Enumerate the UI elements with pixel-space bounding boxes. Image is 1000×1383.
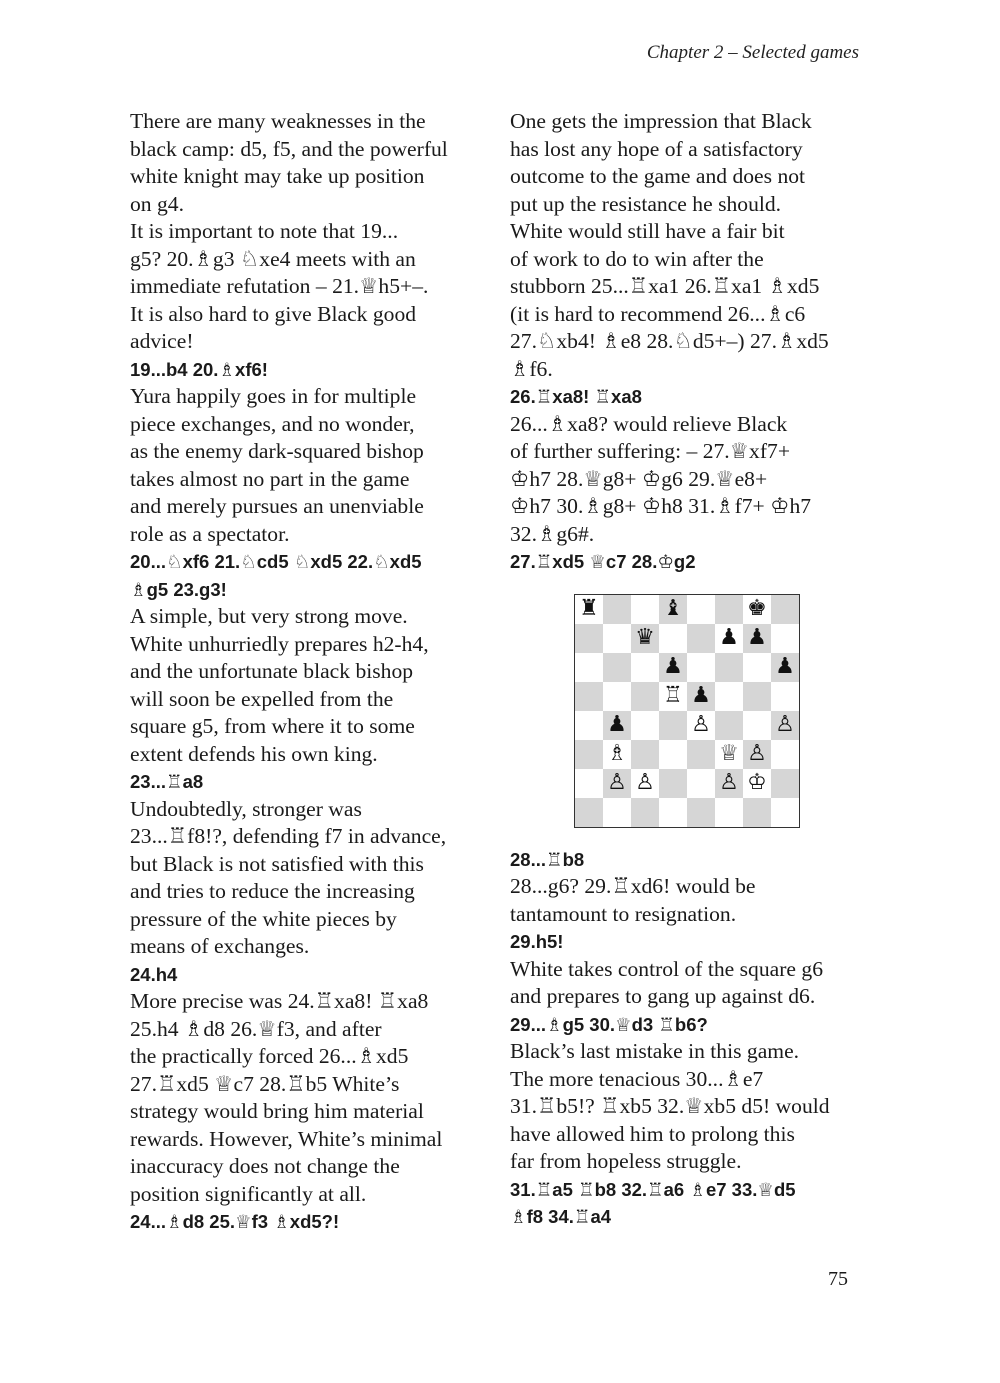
board-square	[687, 740, 715, 769]
board-square	[575, 740, 603, 769]
text-line: Black’s last mistake in this game.	[510, 1039, 800, 1063]
text-line: 27.♖xd5 ♕c7 28.♔g2	[510, 551, 696, 572]
text-line: 32.♗g6#.	[510, 521, 595, 546]
move-notation	[130, 961, 490, 989]
board-square	[575, 798, 603, 827]
text-line: ♗f6.	[510, 356, 553, 381]
chess-board	[574, 594, 800, 828]
text-line: 24.h4	[130, 963, 178, 985]
board-square	[687, 798, 715, 827]
board-square	[715, 653, 743, 682]
chess-piece: ♙	[607, 770, 627, 795]
text-line: outcome to the game and does not	[510, 164, 806, 188]
chess-piece: ♟	[663, 654, 683, 679]
text-line: on g4.	[130, 191, 184, 216]
chess-piece: ♛	[635, 625, 655, 650]
board-square	[715, 711, 743, 740]
board-square	[743, 682, 771, 711]
text-line: White unhurriedly prepares h2-h4,	[130, 631, 429, 656]
text-line: More precise was 24.♖xa8! ♖xa8	[130, 989, 429, 1013]
commentary-paragraph	[510, 411, 870, 549]
board-square	[631, 682, 659, 711]
board-square	[575, 624, 603, 653]
text-line: and the unfortunate black bishop	[130, 659, 414, 683]
board-square	[603, 624, 631, 653]
text-line: A simple, but very strong move.	[130, 604, 408, 628]
text-line: Yura happily goes in for multiple	[130, 384, 417, 408]
commentary-paragraph	[130, 218, 490, 356]
board-square	[771, 711, 799, 740]
chess-piece: ♙	[691, 712, 711, 737]
text-line: has lost any hope of a satisfactory	[510, 136, 803, 161]
text-line: pressure of the white pieces by	[130, 906, 397, 931]
move-notation	[510, 548, 870, 576]
move-notation	[510, 1011, 870, 1039]
board-square	[575, 595, 603, 624]
commentary-paragraph	[510, 956, 870, 1011]
text-line: Undoubtedly, stronger was	[130, 796, 362, 821]
board-square	[687, 624, 715, 653]
text-line: square g5, from where it to some	[130, 714, 415, 738]
text-line: 20...♘xf6 21.♘cd5 ♘xd5 22.♘xd5	[130, 551, 422, 572]
board-square	[771, 653, 799, 682]
commentary-paragraph	[510, 108, 870, 383]
text-line: ♗f8 34.♖a4	[510, 1206, 612, 1227]
text-line: put up the resistance he should.	[510, 191, 782, 216]
text-line: rewards. However, White’s minimal	[130, 1126, 443, 1151]
chess-piece: ♙	[635, 770, 655, 795]
text-line: 28...g6? 29.♖xd6! would be	[510, 874, 756, 898]
text-line: 24...♗d8 25.♕f3 ♗xd5?!	[130, 1211, 340, 1232]
text-line: advice!	[130, 329, 194, 353]
board-square	[715, 798, 743, 827]
board-square	[603, 798, 631, 827]
commentary-paragraph	[510, 873, 870, 928]
board-square	[715, 624, 743, 653]
text-line: It is important to note that 19...	[130, 219, 399, 243]
text-line: the practically forced 26...♗xd5	[130, 1044, 409, 1068]
chess-piece: ♟	[719, 625, 739, 650]
text-line: extent defends his own king.	[130, 741, 378, 766]
right-column	[510, 108, 870, 1231]
board-square	[743, 769, 771, 798]
board-square	[771, 798, 799, 827]
text-line: stubborn 25...♖xa1 26.♖xa1 ♗xd5	[510, 274, 820, 298]
text-line: g5? 20.♗g3 ♘xe4 meets with an	[130, 246, 416, 271]
board-square	[659, 682, 687, 711]
board-square	[771, 769, 799, 798]
board-square	[659, 740, 687, 769]
chess-piece: ♕	[719, 741, 739, 766]
chess-piece: ♖	[663, 683, 683, 708]
text-line: ♗g5 23.g3!	[130, 578, 227, 600]
commentary-paragraph	[130, 603, 490, 768]
text-line: ♔h7 30.♗g8+ ♔h8 31.♗f7+ ♔h7	[510, 494, 812, 518]
text-line: (it is hard to recommend 26...♗c6	[510, 301, 806, 326]
board-square	[575, 711, 603, 740]
board-square	[603, 595, 631, 624]
board-square	[687, 682, 715, 711]
text-line: There are many weaknesses in the	[130, 109, 426, 133]
board-square	[687, 711, 715, 740]
text-line: white knight may take up position	[130, 164, 425, 188]
text-line: One gets the impression that Black	[510, 109, 812, 133]
board-square	[575, 653, 603, 682]
board-square	[687, 769, 715, 798]
board-square	[715, 769, 743, 798]
move-notation	[510, 383, 870, 411]
board-square	[659, 769, 687, 798]
text-line: will soon be expelled from the	[130, 686, 394, 711]
board-square	[771, 740, 799, 769]
text-line: strategy would bring him material	[130, 1099, 424, 1123]
board-square	[631, 740, 659, 769]
chess-piece: ♚	[747, 596, 767, 621]
board-square	[743, 798, 771, 827]
board-square	[771, 595, 799, 624]
board-square	[743, 740, 771, 769]
move-notation	[510, 846, 870, 874]
text-line: of further suffering: – 27.♕xf7+	[510, 439, 791, 463]
text-line: and merely pursues an unenviable	[130, 494, 424, 518]
board-square	[771, 682, 799, 711]
text-line: 23...♖f8!?, defending f7 in advance,	[130, 824, 447, 848]
text-line: 31.♖a5 ♖b8 32.♖a6 ♗e7 33.♕d5	[510, 1178, 796, 1200]
text-line: It is also hard to give Black good	[130, 301, 417, 326]
commentary-paragraph	[130, 108, 490, 218]
board-square	[743, 711, 771, 740]
chess-piece: ♟	[775, 654, 795, 679]
text-line: ♔h7 28.♕g8+ ♔g6 29.♕e8+	[510, 466, 768, 491]
text-line: 26.♖xa8! ♖xa8	[510, 386, 642, 407]
board-square	[603, 769, 631, 798]
text-line: 26...♗xa8? would relieve Black	[510, 411, 788, 436]
text-line: 31.♖b5!? ♖xb5 32.♕xb5 d5! would	[510, 1094, 830, 1118]
board-square	[659, 711, 687, 740]
chess-piece: ♟	[691, 683, 711, 708]
board-square	[715, 595, 743, 624]
board-square	[603, 682, 631, 711]
text-line: far from hopeless struggle.	[510, 1149, 742, 1173]
text-line: takes almost no part in the game	[130, 466, 410, 491]
text-line: inaccuracy does not change the	[130, 1154, 400, 1178]
board-square	[715, 682, 743, 711]
move-notation	[510, 1176, 870, 1231]
text-line: means of exchanges.	[130, 934, 310, 958]
board-square	[743, 624, 771, 653]
commentary-paragraph	[130, 988, 490, 1208]
text-line: 28...♖b8	[510, 848, 585, 870]
text-line: 25.h4 ♗d8 26.♕f3, and after	[130, 1016, 382, 1041]
board-square	[631, 798, 659, 827]
board-square	[687, 653, 715, 682]
text-line: role as a spectator.	[130, 521, 290, 546]
chess-piece: ♙	[747, 741, 767, 766]
board-square	[659, 798, 687, 827]
text-line: 27.♖xd5 ♕c7 28.♖b5 White’s	[130, 1071, 400, 1096]
text-line: 23...♖a8	[130, 771, 204, 792]
board-square	[715, 740, 743, 769]
board-square	[575, 769, 603, 798]
move-notation	[510, 928, 870, 956]
left-column	[130, 108, 490, 1236]
chess-diagram	[510, 576, 870, 846]
board-square	[603, 711, 631, 740]
board-square	[631, 711, 659, 740]
text-line: tantamount to resignation.	[510, 901, 737, 926]
text-line: White takes control of the square g6	[510, 956, 824, 981]
commentary-paragraph	[130, 796, 490, 961]
text-line: and tries to reduce the increasing	[130, 879, 415, 903]
page-number: 75	[828, 1268, 848, 1290]
text-line: 29.h5!	[510, 931, 564, 952]
text-line: and prepares to gang up against d6.	[510, 984, 816, 1008]
board-square	[631, 653, 659, 682]
text-line: 29...♗g5 30.♕d3 ♖b6?	[510, 1013, 708, 1035]
board-square	[743, 595, 771, 624]
board-square	[575, 682, 603, 711]
text-line: position significantly at all.	[130, 1181, 367, 1206]
text-line: have allowed him to prolong this	[510, 1121, 795, 1146]
running-header: Chapter 2 – Selected games	[646, 42, 859, 63]
chess-piece: ♙	[719, 770, 739, 795]
chess-piece: ♜	[579, 596, 599, 621]
chess-piece: ♟	[747, 625, 767, 650]
move-notation	[130, 356, 490, 384]
text-line: immediate refutation – 21.♕h5+–.	[130, 274, 429, 298]
board-square	[631, 769, 659, 798]
move-notation	[130, 768, 490, 796]
board-square	[631, 595, 659, 624]
commentary-paragraph	[510, 1038, 870, 1176]
text-line: The more tenacious 30...♗e7	[510, 1066, 764, 1091]
text-line: but Black is not satisfied with this	[130, 851, 424, 876]
text-line: 19...b4 20.♗xf6!	[130, 358, 268, 380]
board-square	[659, 624, 687, 653]
board-square	[603, 653, 631, 682]
board-square	[659, 653, 687, 682]
text-line: of work to do to win after the	[510, 246, 764, 271]
board-square	[659, 595, 687, 624]
board-square	[687, 595, 715, 624]
board-square	[603, 740, 631, 769]
chess-piece: ♟	[607, 712, 627, 737]
text-line: as the enemy dark-squared bishop	[130, 439, 424, 463]
text-line: 27.♘xb4! ♗e8 28.♘d5+–) 27.♗xd5	[510, 329, 829, 353]
chess-piece: ♔	[747, 770, 767, 795]
move-notation	[130, 548, 490, 603]
board-square	[631, 624, 659, 653]
commentary-paragraph	[130, 383, 490, 548]
board-square	[771, 624, 799, 653]
text-line: black camp: d5, f5, and the powerful	[130, 136, 448, 161]
text-line: White would still have a fair bit	[510, 219, 785, 243]
chess-piece: ♝	[663, 596, 683, 621]
chess-piece: ♗	[607, 741, 627, 766]
text-line: piece exchanges, and no wonder,	[130, 411, 415, 436]
board-square	[743, 653, 771, 682]
move-notation	[130, 1208, 490, 1236]
chess-piece: ♙	[775, 712, 795, 737]
